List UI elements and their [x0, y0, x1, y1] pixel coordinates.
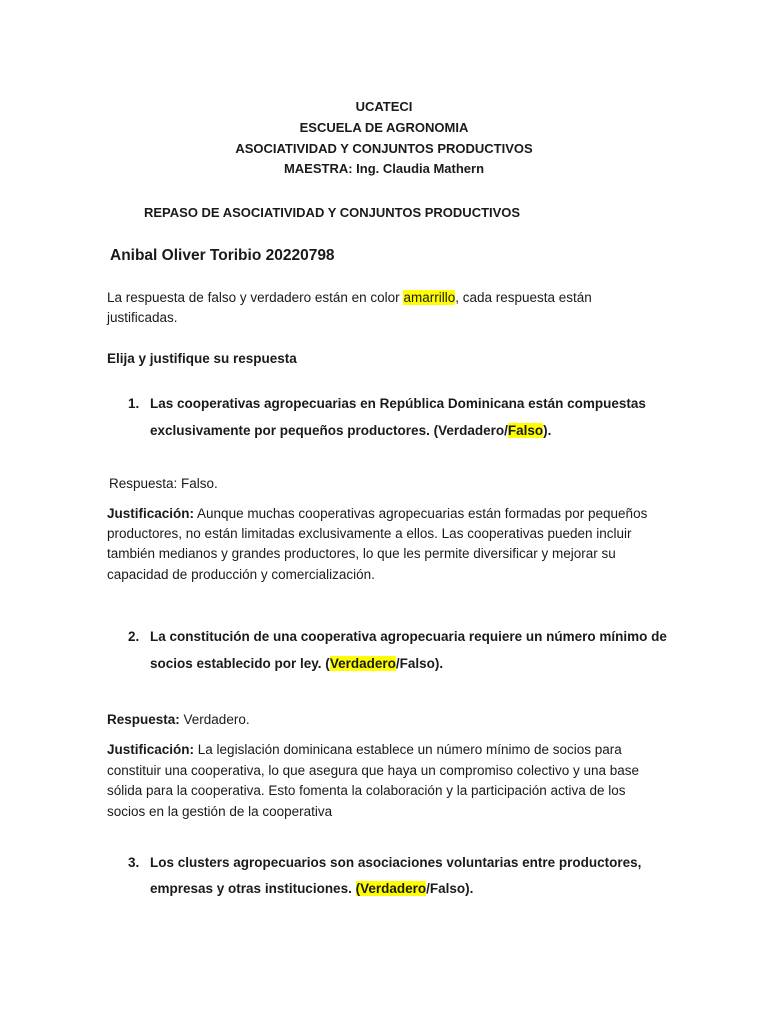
question-3-line-2	[150, 881, 473, 896]
header-teacher: MAESTRA: Ing. Claudia Mathern	[283, 161, 485, 176]
student-name: Anibal Oliver Toribio 20220798	[110, 247, 335, 264]
justification-2-label: Justificación:	[107, 742, 195, 757]
question-1-number: 1.	[128, 396, 140, 411]
question-2-number: 2.	[128, 629, 140, 644]
header-school: ESCUELA DE AGRONOMIA	[299, 120, 469, 135]
question-3-text: empresas y otras instituciones.	[150, 881, 356, 896]
justification-1-line-2: productores, no están limitadas exclusivamente a ellos. Las cooperativas pueden incluir	[107, 526, 632, 541]
header-institution: UCATECI	[355, 99, 413, 114]
justification-2-line-4: socios en la gestión de la cooperativa	[107, 804, 333, 819]
intro-line-2: justificadas.	[107, 310, 178, 325]
question-3-highlight: (Verdadero	[355, 881, 427, 896]
answer-2	[107, 710, 250, 731]
justification-2-line-3: sólida para la cooperativa. Esto fomenta la colaboración y la participación activa de los	[107, 783, 626, 798]
justification-2-text: La legislación dominicana establece un número mínimo de socios para	[194, 742, 622, 757]
question-3-text-after: /Falso).	[426, 881, 474, 896]
answer-1-value: Falso.	[177, 476, 218, 491]
answer-2-label: Respuesta:	[107, 712, 180, 727]
answer-1	[109, 474, 218, 495]
header-course: ASOCIATIVIDAD Y CONJUNTOS PRODUCTIVOS	[235, 141, 533, 156]
question-2-line-2	[150, 656, 443, 671]
justification-1-label: Justificación:	[107, 506, 195, 521]
justification-1-line-1	[107, 504, 647, 525]
justification-1-text: Aunque muchas cooperativas agropecuarias están formadas por pequeños	[194, 506, 648, 521]
question-3-number: 3.	[128, 855, 140, 870]
question-2-line-1: La constitución de una cooperativa agropecuaria requiere un número mínimo de	[150, 629, 667, 644]
review-title: REPASO DE ASOCIATIVIDAD Y CONJUNTOS PRODUCTIVOS	[144, 205, 521, 220]
justification-2-line-2: constituir una cooperativa, lo que asegura que haya un compromiso colectivo y una base	[107, 763, 640, 778]
instruction: Elija y justifique su respuesta	[107, 351, 297, 366]
intro-text-after: , cada respuesta están	[455, 290, 592, 305]
intro-text-before: La respuesta de falso y verdadero están en color	[107, 290, 404, 305]
answer-1-label: Respuesta:	[109, 476, 178, 491]
justification-2-line-1	[107, 740, 622, 761]
question-1-highlight: Falso	[507, 423, 544, 438]
question-1-text: exclusivamente por pequeños productores. (Verdadero/	[150, 423, 508, 438]
question-2-text-after: /Falso).	[395, 656, 444, 671]
question-1-line-2	[150, 423, 551, 438]
question-1-text-after: ).	[543, 423, 552, 438]
intro-line-1	[107, 288, 592, 309]
question-3-line-1: Los clusters agropecuarios son asociaciones voluntarias entre productores,	[150, 855, 642, 870]
answer-2-value: Verdadero.	[179, 712, 250, 727]
justification-1-line-3: también medianos y grandes productores, lo que les permite diversificar y mejorar su	[107, 546, 616, 561]
question-2-highlight: Verdadero	[329, 656, 396, 671]
intro-highlight: amarrillo	[403, 290, 456, 305]
question-2-text: socios establecido por ley. (	[150, 656, 330, 671]
justification-1-line-4: capacidad de producción y comercialización.	[107, 567, 375, 582]
question-1-line-1: Las cooperativas agropecuarias en República Dominicana están compuestas	[150, 396, 646, 411]
